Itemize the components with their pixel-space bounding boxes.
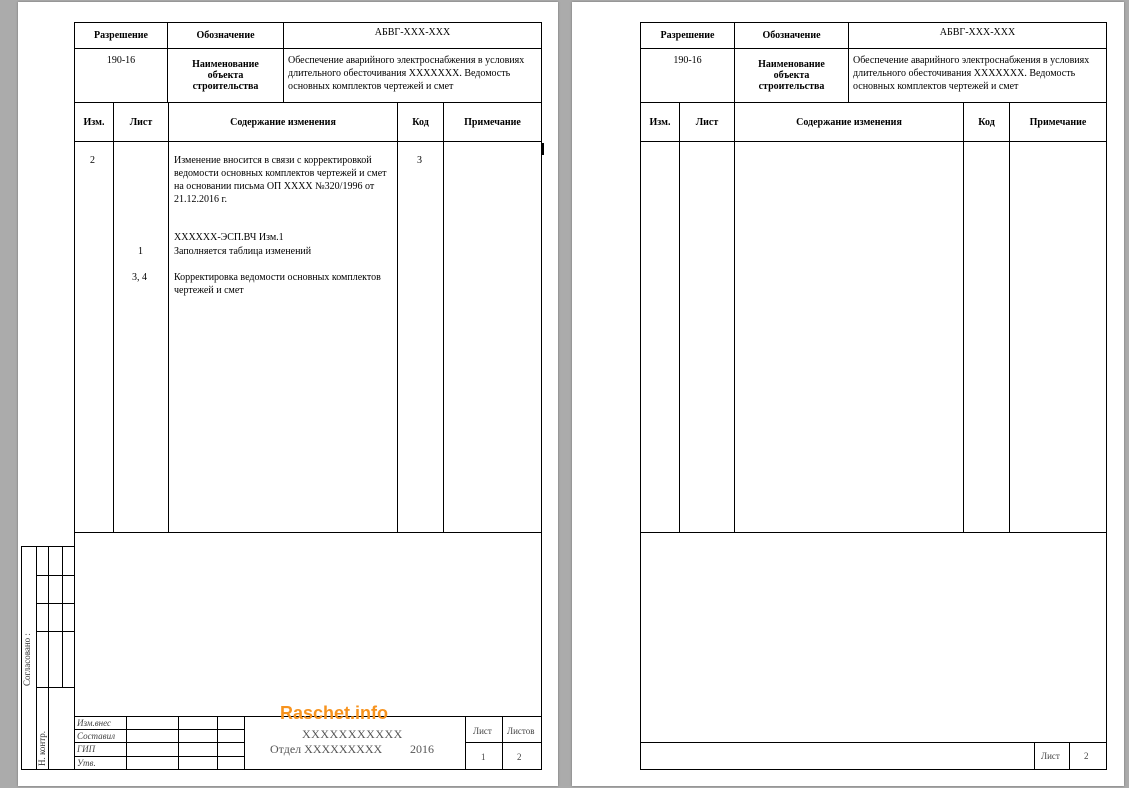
row-text-3: Заполняется таблица изменений	[174, 246, 312, 257]
dept-name: Отдел ХХХХХХХХХ	[270, 742, 383, 756]
year: 2016	[410, 742, 434, 756]
body-code	[397, 141, 444, 533]
body-note	[443, 141, 542, 533]
p2-permit-value-text: 190-16	[673, 55, 702, 66]
side-stamp-h4	[36, 687, 75, 688]
row-sheet-2: 1	[138, 246, 143, 257]
gip-label: ГИП	[77, 744, 96, 754]
p2-tb-v1	[1034, 742, 1035, 770]
p2-body-code	[963, 141, 1010, 533]
tb-sheet-row	[465, 742, 542, 743]
col-sheet: Лист	[113, 102, 169, 142]
side-stamp-v3	[62, 546, 63, 688]
row-text-1: Изменение вносится в связи с корректировкой ведомости основных комплектов чертежей и смет на основании письма ОП ХХХХ №320/1996 от 21.12.2016 г.	[174, 155, 387, 205]
row-text-2: ХХХХХХ-ЭСП.ВЧ Изм.1	[174, 232, 284, 243]
text-cursor	[542, 143, 544, 155]
sheet-label: Лист	[473, 726, 492, 736]
row-rev: 2	[90, 155, 95, 166]
side-stamp-h3	[36, 631, 75, 632]
p2-col-rev: Изм.	[640, 102, 680, 142]
body-sheet	[113, 141, 169, 533]
object-name-label: Наименование объекта строительства	[167, 48, 284, 103]
tb-v5	[465, 716, 466, 770]
tb-v6	[502, 716, 503, 770]
p2-body-sheet	[679, 141, 735, 533]
row-text-4: Корректировка ведомости основных комплектов чертежей и смет	[174, 272, 381, 296]
tb-r3	[74, 756, 244, 757]
col-note: Примечание	[443, 102, 542, 142]
approved-label: Утв.	[77, 758, 96, 768]
p2-tb-v2	[1069, 742, 1070, 770]
col-rev: Изм.	[74, 102, 114, 142]
p2-designation-value: АБВГ-XXX-XXX	[848, 22, 1107, 49]
col-content: Содержание изменения	[168, 102, 398, 142]
page-2	[572, 2, 1124, 786]
side-stamp-h2	[36, 603, 75, 604]
p2-body-rev	[640, 141, 680, 533]
sheets-value: 2	[517, 752, 522, 762]
p2-tb-top	[640, 742, 1107, 743]
object-name-value: Обеспечение аварийного электроснабжения в условиях длительного обесточивания ХХХХХХХ. Ведомость основных комплектов чертежей и смет	[283, 48, 542, 103]
p2-object-name-value: Обеспечение аварийного электроснабжения в условиях длительного обесточивания ХХХХХХХ. Ведомость основных комплектов чертежей и смет	[848, 48, 1107, 103]
side-stamp-h1	[36, 575, 75, 576]
tb-r2	[74, 742, 244, 743]
tb-v1	[126, 716, 127, 770]
p2-col-code: Код	[963, 102, 1010, 142]
tb-r1	[74, 729, 244, 730]
tb-v3	[217, 716, 218, 770]
designation-label: Обозначение	[167, 22, 284, 49]
inv-label: Н. контр.	[37, 730, 47, 766]
row-code: 3	[417, 155, 422, 166]
changed-label: Изм.внес	[77, 718, 112, 728]
designation-value: АБВГ-XXX-XXX	[283, 22, 542, 49]
sheet-value: 1	[481, 752, 486, 762]
p2-designation-label: Обозначение	[734, 22, 849, 49]
p2-body-content	[734, 141, 964, 533]
company-name: ХХХХХХХХХХХ	[302, 727, 403, 741]
p2-permit-value	[640, 48, 735, 103]
body-rev	[74, 141, 114, 533]
compiled-label: Составил	[77, 731, 115, 741]
row-sheet-3: 3, 4	[132, 272, 147, 283]
page-1	[18, 2, 558, 786]
sheets-label: Листов	[507, 726, 535, 736]
p2-object-name-label: Наименование объекта строительства	[734, 48, 849, 103]
side-stamp-v2	[48, 546, 49, 770]
agreed-label: Согласовано :	[22, 633, 32, 686]
p2-sheet-label: Лист	[1041, 751, 1060, 761]
tb-v4	[244, 716, 245, 770]
permit-value	[74, 48, 168, 103]
p2-permit-label: Разрешение	[640, 22, 735, 49]
tb-v2	[178, 716, 179, 770]
permit-value-text: 190-16	[106, 55, 136, 66]
p2-col-content: Содержание изменения	[734, 102, 964, 142]
p2-sheet-value: 2	[1084, 751, 1089, 761]
raschet-logo: Raschet.info	[280, 703, 389, 723]
p2-col-note: Примечание	[1009, 102, 1107, 142]
page-2-frame	[640, 532, 1107, 770]
col-code: Код	[397, 102, 444, 142]
p2-body-note	[1009, 141, 1107, 533]
p2-col-sheet: Лист	[679, 102, 735, 142]
permit-label: Разрешение	[74, 22, 168, 49]
